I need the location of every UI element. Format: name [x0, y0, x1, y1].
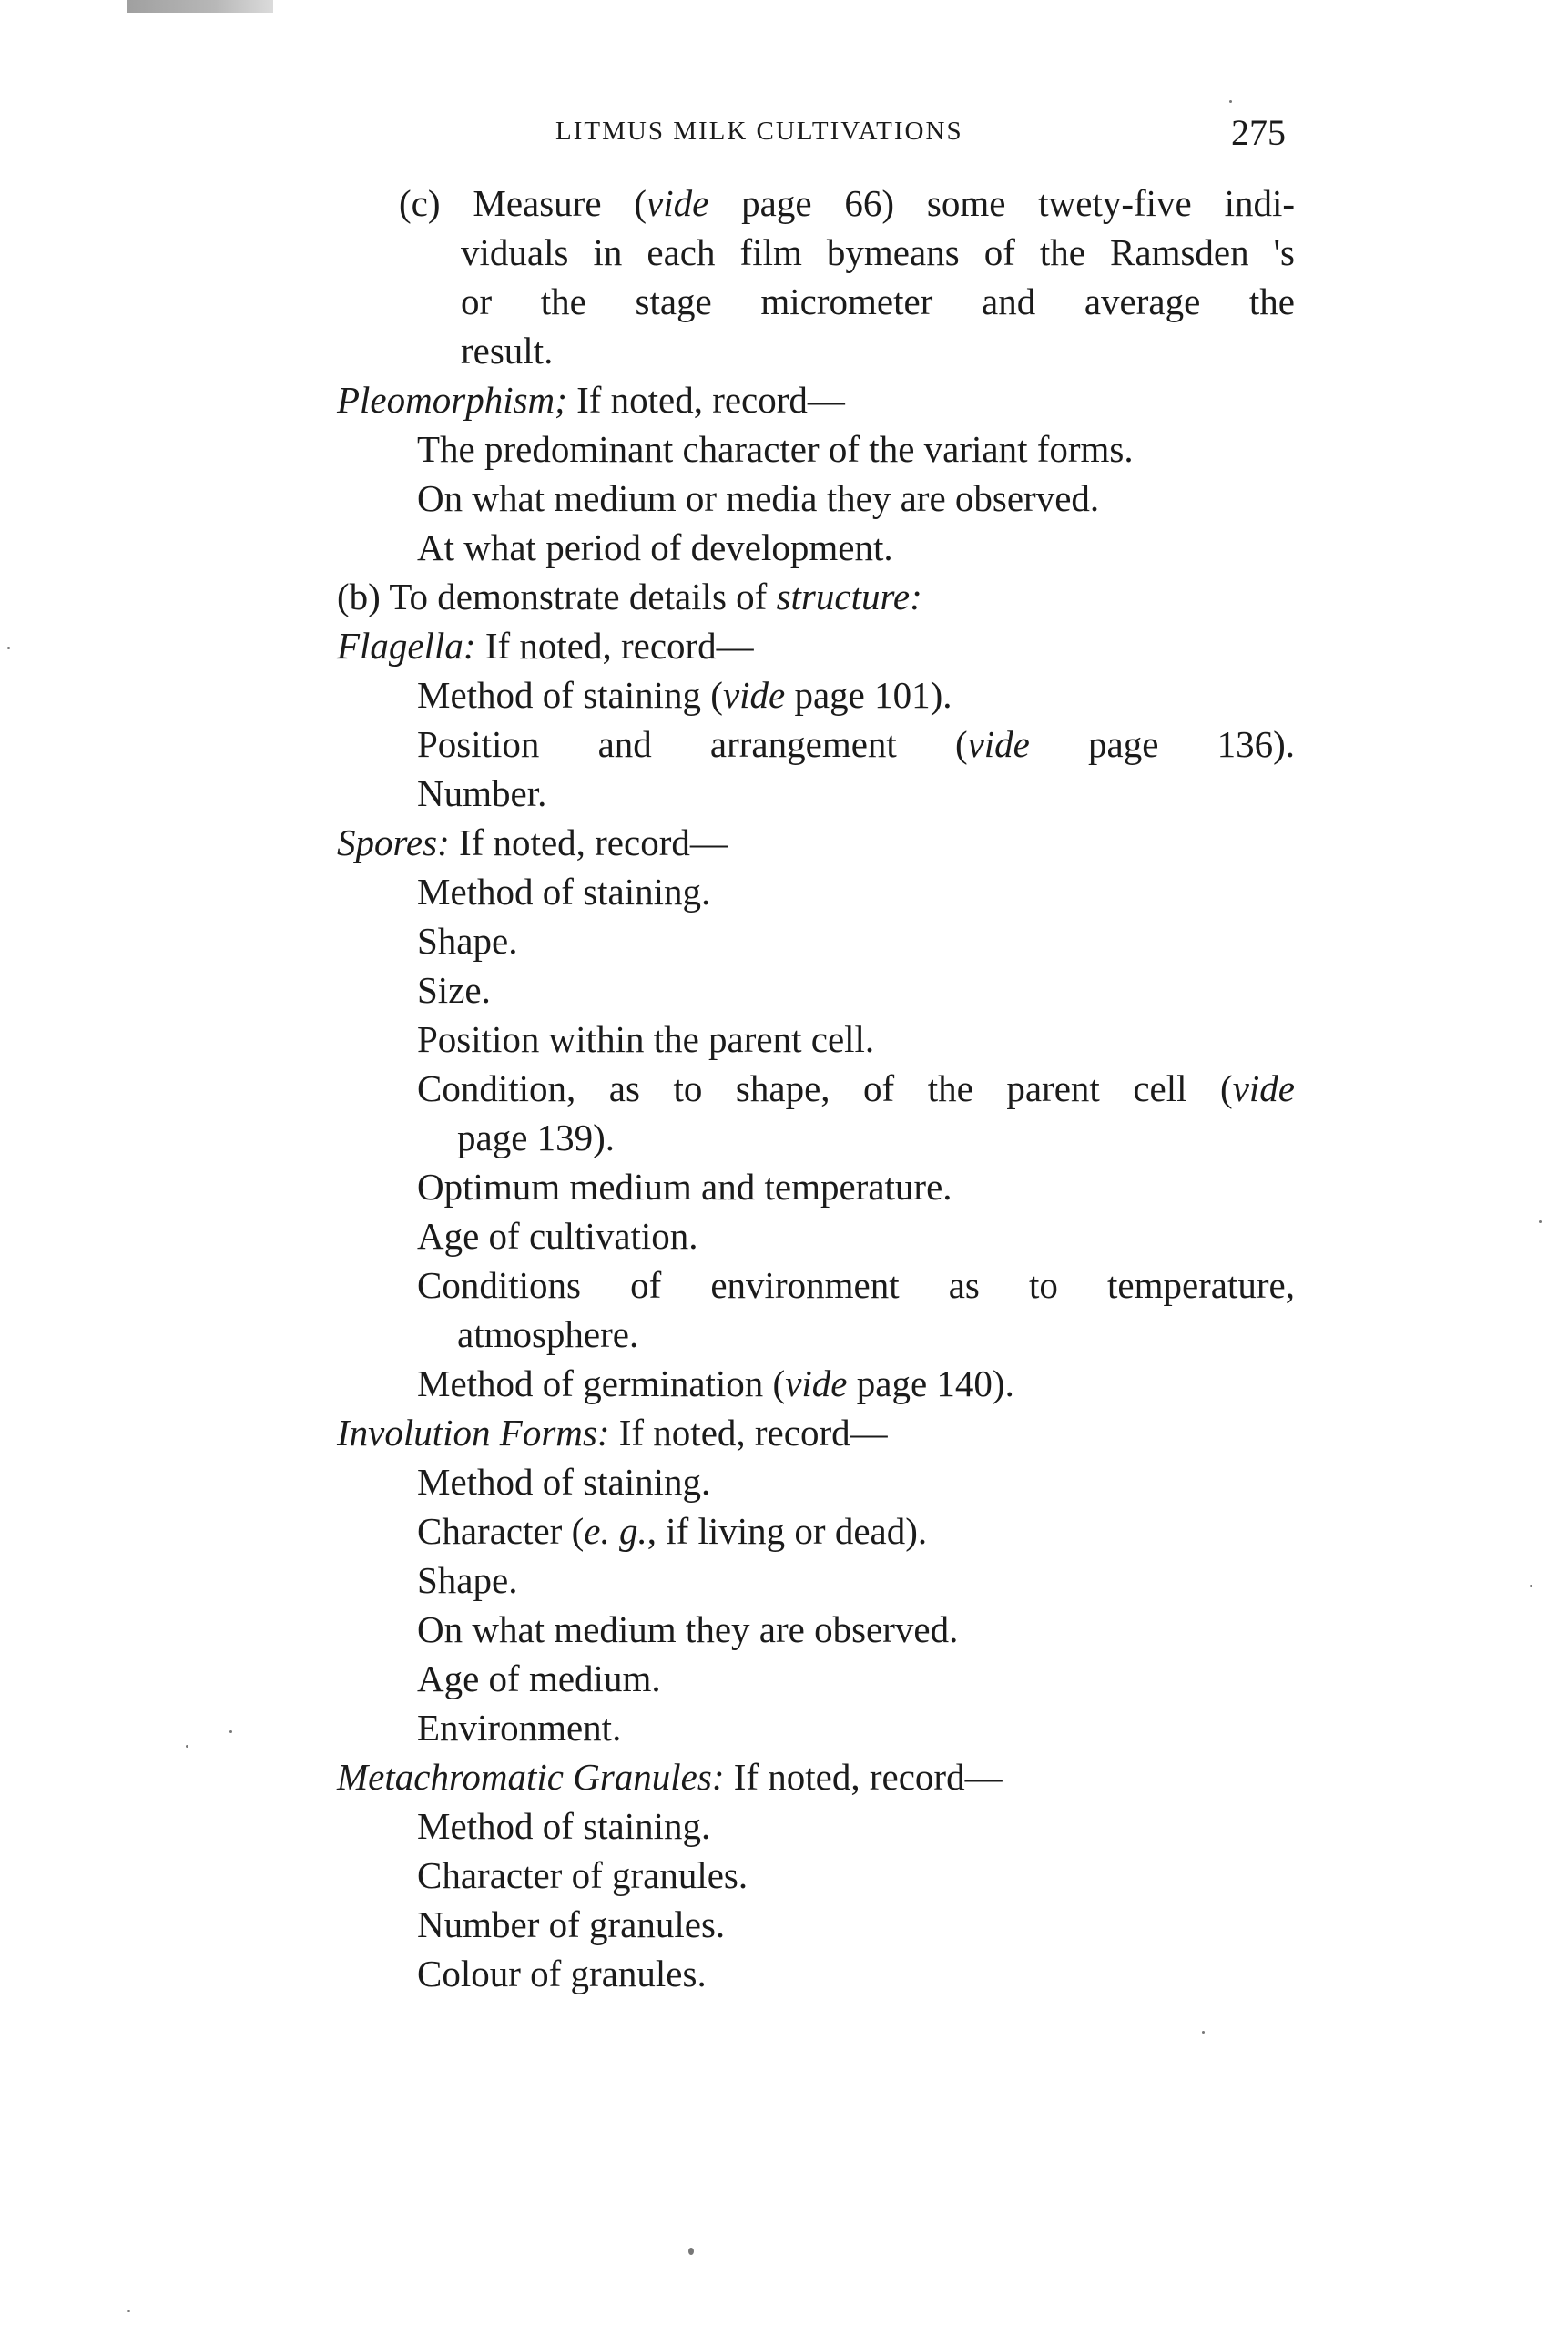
scan-speck [186, 1745, 188, 1748]
metachromatic-item: Character of granules. [417, 1854, 748, 1896]
involution-heading: Involution Forms: If noted, record— [337, 1412, 888, 1454]
pleomorphism-item: At what period of development. [417, 526, 893, 568]
involution-item: Character (e. g., if living or dead). [417, 1510, 928, 1552]
c-item-line-2: viduals in each film bymeans of the Ramsden 's [461, 231, 1295, 273]
running-head: LITMUS MILK CULTIVATIONS [555, 117, 963, 146]
spores-item: Size. [417, 969, 491, 1011]
pleomorphism-item: The predominant character of the variant forms. [417, 428, 1134, 470]
scan-speck [1202, 2031, 1205, 2034]
scan-speck [1229, 100, 1232, 103]
pleomorphism-heading: Pleomorphism; If noted, record— [337, 379, 845, 421]
scan-speck [127, 2310, 130, 2312]
spores-heading: Spores: If noted, record— [337, 821, 728, 863]
spores-item: Optimum medium and temperature. [417, 1166, 952, 1208]
spores-item: Method of staining. [417, 871, 711, 913]
involution-item: On what medium they are observed. [417, 1608, 959, 1650]
spores-item: Shape. [417, 920, 518, 962]
spores-item-continuation: page 139). [457, 1117, 616, 1158]
scan-speck [229, 1730, 232, 1733]
scan-speck [1539, 1220, 1542, 1223]
pleomorphism-item: On what medium or media they are observed. [417, 477, 1100, 519]
page-number: 275 [1231, 112, 1286, 153]
metachromatic-heading: Metachromatic Granules: If noted, record— [337, 1756, 1003, 1798]
c-item-line-3: or the stage micrometer and average the [461, 281, 1295, 322]
spores-item: Conditions of environment as to temperature, [417, 1264, 1295, 1306]
involution-item: Method of staining. [417, 1461, 711, 1503]
flagella-heading: Flagella: If noted, record— [337, 625, 754, 667]
c-item-line-1: (c) Measure (vide page 66) some twety-five indi- [399, 182, 1296, 224]
flagella-item: Position and arrangement (vide page 136). [417, 723, 1295, 765]
flagella-item: Method of staining (vide page 101). [417, 674, 952, 716]
involution-item: Age of medium. [417, 1658, 661, 1699]
metachromatic-item: Colour of granules. [417, 1953, 707, 1994]
spores-item: Age of cultivation. [417, 1215, 698, 1257]
c-item-line-4: result. [461, 330, 554, 372]
b-item: (b) To demonstrate details of structure: [337, 576, 922, 617]
flagella-item: Number. [417, 772, 547, 814]
scan-edge-mark [127, 0, 273, 13]
spores-item: Method of germination (vide page 140). [417, 1362, 1014, 1404]
involution-item: Environment. [417, 1707, 622, 1749]
metachromatic-item: Number of granules. [417, 1903, 726, 1945]
scan-speck [7, 647, 10, 649]
involution-item: Shape. [417, 1559, 518, 1601]
page-header [0, 112, 1568, 160]
scan-speck [1530, 1585, 1532, 1587]
metachromatic-item: Method of staining. [417, 1805, 711, 1847]
spores-item-continuation: atmosphere. [457, 1313, 639, 1355]
spores-item: Position within the parent cell. [417, 1018, 875, 1060]
spores-item: Condition, as to shape, of the parent cell (vide [417, 1067, 1295, 1109]
scan-speck [688, 2248, 694, 2255]
